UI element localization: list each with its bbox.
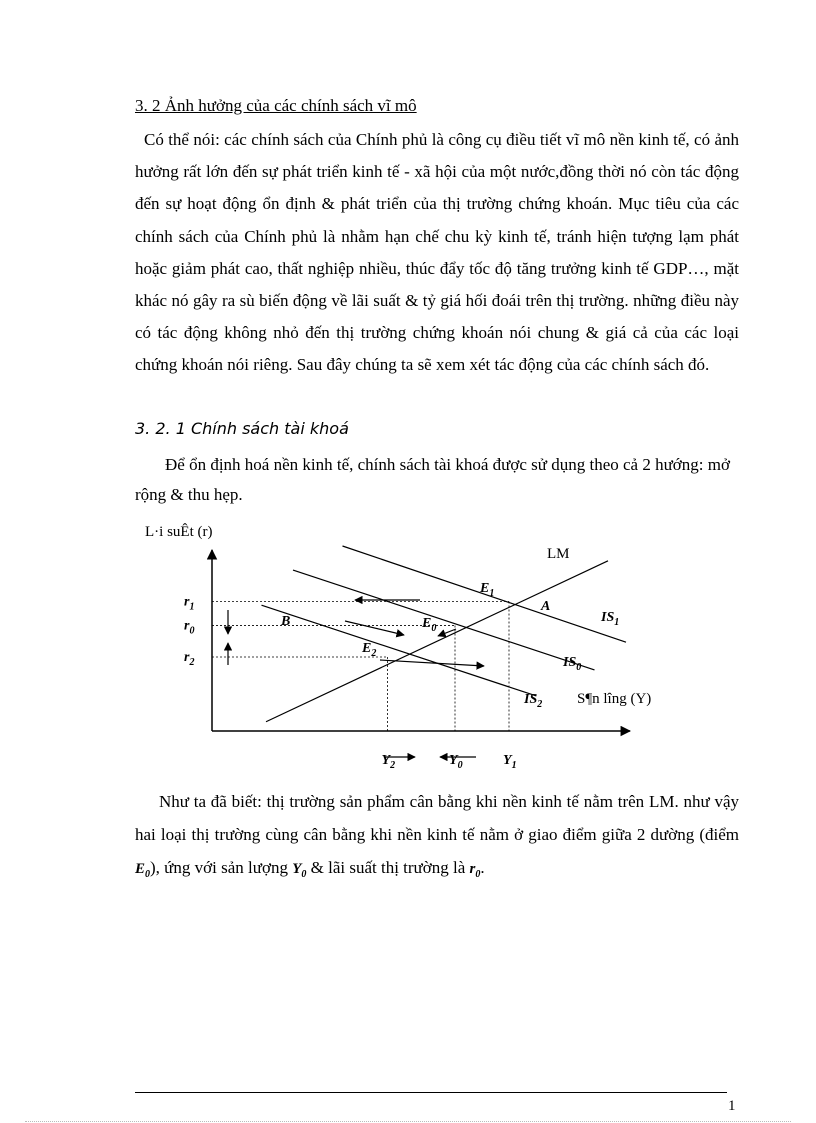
- curve-label-lm: LM: [547, 546, 570, 562]
- page-number: 1: [728, 1098, 736, 1114]
- paragraph-intro: Có thể nói: các chính sách của Chính phủ là công cụ điều tiết vĩ mô nền kinh tế, có ảnh hưởng rất lớn đến sự phát triển kinh tế - xã hội của một nước,đồng thời nó còn tác động đến sự hoạt động ổn định & phát triển của thị trường chứng khoán. Mục tiêu của các chính sách của Chính phủ là nhằm hạn chế chu kỳ kinh tế, tránh hiện tượng lạm phát hoặc giảm phát cao, thất nghiệp nhiều, thúc đẩy tốc độ tăng trưởng kinh tế GDP…, mặt khác nó gây ra sù biến động về lãi suất & tỷ giá hối đoái trên thị trường. những điều này có tác động không nhỏ đến thị trường chứng khoán nói chung & giá cả của các loại chứng khoán nói riêng. Sau đây chúng ta sẽ xem xét tác động của các chính sách đó.: [135, 130, 739, 375]
- arrow-e0-to-e2: [438, 629, 456, 636]
- point-label-e2: $E_2$: [362, 641, 377, 659]
- shift-arrows: [228, 600, 484, 757]
- point-label-e1: $E_1$: [480, 581, 495, 599]
- curve-label-is0: $IS_0$: [563, 655, 582, 673]
- section-heading: 3. 2 Ảnh hưởng của các chính sách vĩ mô: [135, 96, 417, 115]
- y-axis-label: L·i suÊt (r): [145, 524, 213, 540]
- curve-is2: [262, 605, 537, 696]
- axes: [212, 550, 630, 731]
- curve-label-is2: $IS_2$: [524, 692, 543, 710]
- e0-symbol: $E_0$: [135, 861, 151, 880]
- x-tick-y2: $Y_2$: [381, 753, 396, 771]
- y-tick-r0: $r_0$: [184, 618, 195, 637]
- page-bottom-border: [25, 1121, 791, 1122]
- y0-symbol: $Y_0$: [292, 861, 307, 880]
- y-tick-r2: $r_2$: [184, 650, 195, 668]
- arrow-b-to-e0: [345, 621, 404, 635]
- subsection-heading: 3. 2. 1 Chính sách tài khoá: [135, 419, 349, 438]
- point-label-a: A: [541, 599, 551, 614]
- curve-is0: [293, 570, 595, 670]
- is-lm-chart: [0, 500, 816, 790]
- curve-label-is1: $IS_1$: [601, 610, 620, 628]
- footer-divider: [135, 1092, 727, 1093]
- paragraph-equilibrium-part3: & lãi suất thị trường là: [310, 858, 466, 877]
- paragraph-equilibrium: [135, 785, 739, 891]
- paragraph-equilibrium-part2: ), ứng với sản lượng: [150, 858, 288, 877]
- x-tick-y1: $Y_1$: [503, 753, 517, 771]
- x-axis-label: S¶n lîng (Y): [577, 691, 652, 707]
- curve-lm: [266, 561, 608, 722]
- y-tick-r1: $r_1$: [184, 594, 195, 613]
- paragraph-equilibrium-part4: .: [480, 858, 485, 877]
- point-label-e0: $E_0$: [422, 616, 437, 634]
- paragraph-fiscal-policy: Để ổn định hoá nền kinh tế, chính sách tài khoá được sử dụng theo cả 2 hướng: mở rộng & thu hẹp.: [135, 455, 730, 504]
- r0-symbol: $r_0$: [469, 861, 481, 880]
- paragraph-equilibrium-part1: Như ta đã biết: thị trường sản phẩm cân bằng khi nền kinh tế nằm trên LM. như vậy hai loại thị trường cùng cân bằng khi nền kinh tế nằm ở giao điểm giữa 2 dường (điểm: [135, 792, 739, 844]
- x-tick-y0: $Y_0$: [449, 753, 463, 771]
- point-label-b: B: [281, 614, 291, 629]
- chart-marks: [184, 546, 626, 771]
